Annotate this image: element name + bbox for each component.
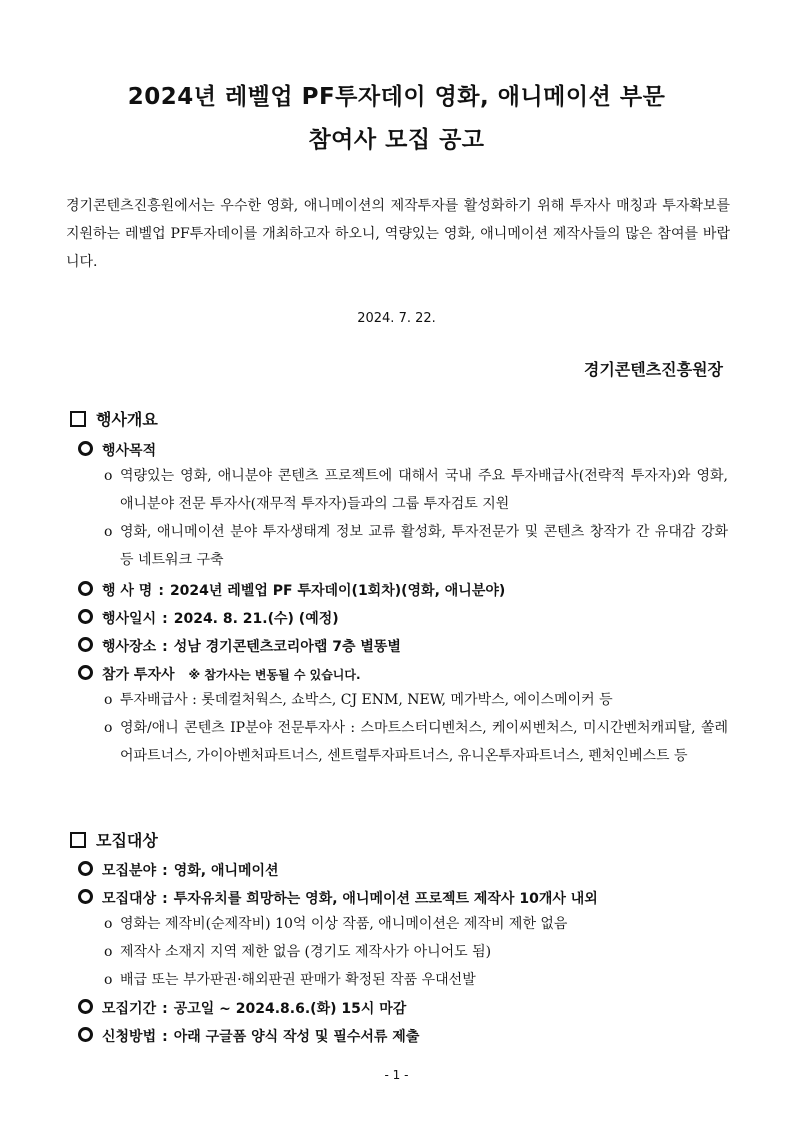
recruit-field-row [78,860,727,880]
field-label: 모집대상 [102,891,157,907]
list-item [104,938,728,966]
list-item [104,910,728,938]
list-item [104,686,728,714]
list-item-text: 역량있는 영화, 애니분야 콘텐츠 프로젝트에 대해서 국내 주요 투자배급사(전략적 투자자)와 영화, 애니분야 전문 투자사(재무적 투자자)들과의 그룹 투자검토 지원 [120,468,728,512]
list-item-text: 영화/애니 콘텐츠 IP분야 전문투자사 : 스마트스터디벤처스, 케이씨벤처스, 미시간벤처캐피탈, 쏠레어파트너스, 가이아벤처파트너스, 센트럴투자파트너스, 유니온투자파트너스, 펜처인베스트 등 [120,720,728,764]
list-item [104,518,728,574]
recruit-period-row [78,998,727,1018]
list-item [104,966,728,994]
separator: : [162,1001,168,1017]
list-item-text: 영화, 애니메이션 분야 투자생태계 정보 교류 활성화, 투자전문가 및 콘텐츠 창작가 간 유대감 강화 등 네트워크 구축 [120,524,728,568]
intro-paragraph: 경기콘텐츠진흥원에서는 우수한 영화, 애니메이션의 제작투자를 활성화하기 위해 투자사 매칭과 투자확보를 지원하는 레벨업 PF투자데이를 개최하고자 하오니, 역량있는 영화, 애니메이션 제작사들의 많은 참여를 바랍니다. [66,198,730,270]
circle-bullet-icon [78,889,93,904]
investors-row [78,664,727,684]
separator: : [162,891,168,907]
apply-method-row [78,1026,727,1046]
list-item [104,714,728,770]
bullet-o: o [104,944,113,960]
circle-bullet-icon [78,861,93,876]
field-value: 2024. 8. 21.(수) (예정) [173,611,339,627]
field-label: 모집분야 [102,863,157,879]
section-title: 모집대상 [96,831,158,850]
field-label: 행 사 명 [102,583,153,599]
event-purpose-row [78,440,727,460]
field-label: 참가 투자사 [102,667,175,683]
separator: : [158,583,164,599]
separator: : [162,1029,168,1045]
field-value: 2024년 레벨업 PF 투자데이(1회차)(영화, 애니분야) [169,583,506,599]
list-item [104,462,728,518]
section-heading-overview [70,407,158,430]
circle-bullet-icon [78,581,93,596]
issuer-name: 경기콘텐츠진흥원장 [583,360,723,379]
field-value: 영화, 애니메이션 [173,863,279,879]
field-label: 행사목적 [102,443,157,459]
field-value: 공고일 ~ 2024.8.6.(화) 15시 마감 [173,1001,407,1017]
circle-bullet-icon [78,637,93,652]
separator: : [162,611,168,627]
field-label: 행사장소 [102,639,157,655]
list-item-text: 영화는 제작비(순제작비) 10억 이상 작품, 애니메이션은 제작비 제한 없음 [120,916,568,932]
event-venue-row [78,636,727,656]
bullet-o: o [104,972,113,988]
bullet-o: o [104,524,113,540]
field-value: 투자유치를 희망하는 영화, 애니메이션 프로젝트 제작사 10개사 내외 [173,891,598,907]
list-item-text: 배급 또는 부가판권·해외판권 판매가 확정된 작품 우대선발 [120,972,476,988]
field-label: 모집기간 [102,1001,157,1017]
separator: : [162,863,168,879]
section-heading-recruitment [70,828,158,851]
bullet-o: o [104,692,113,708]
recruit-target-row [78,888,727,908]
field-label: 신청방법 [102,1029,157,1045]
bullet-o: o [104,468,113,484]
bullet-o: o [104,720,113,736]
note: ※ 참가사는 변동될 수 있습니다. [188,668,361,682]
circle-bullet-icon [78,609,93,624]
list-item-text: 제작사 소재지 지역 제한 없음 (경기도 제작사가 아니어도 됨) [120,944,492,960]
field-label: 행사일시 [102,611,157,627]
circle-bullet-icon [78,665,93,680]
event-name-row [78,580,727,600]
circle-bullet-icon [78,441,93,456]
event-datetime-row [78,608,727,628]
checkbox-square-icon [70,832,86,848]
field-value: 성남 경기콘텐츠코리아랩 7층 별똥별 [173,639,401,655]
announcement-date: 2024. 7. 22. [357,311,436,326]
field-value: 아래 구글폼 양식 작성 및 필수서류 제출 [173,1029,420,1045]
bullet-o: o [104,916,113,932]
title-line-1: 2024년 레벨업 PF투자데이 영화, 애니메이션 부문 [127,84,666,110]
circle-bullet-icon [78,999,93,1014]
section-title: 행사개요 [96,410,158,429]
circle-bullet-icon [78,1027,93,1042]
list-item-text: 투자배급사 : 롯데컬처웍스, 쇼박스, CJ ENM, NEW, 메가박스, 에이스메이커 등 [120,692,613,708]
title-line-2: 참여사 모집 공고 [308,127,485,153]
separator: : [162,639,168,655]
page-number: - 1 - [384,1068,409,1082]
checkbox-square-icon [70,411,86,427]
